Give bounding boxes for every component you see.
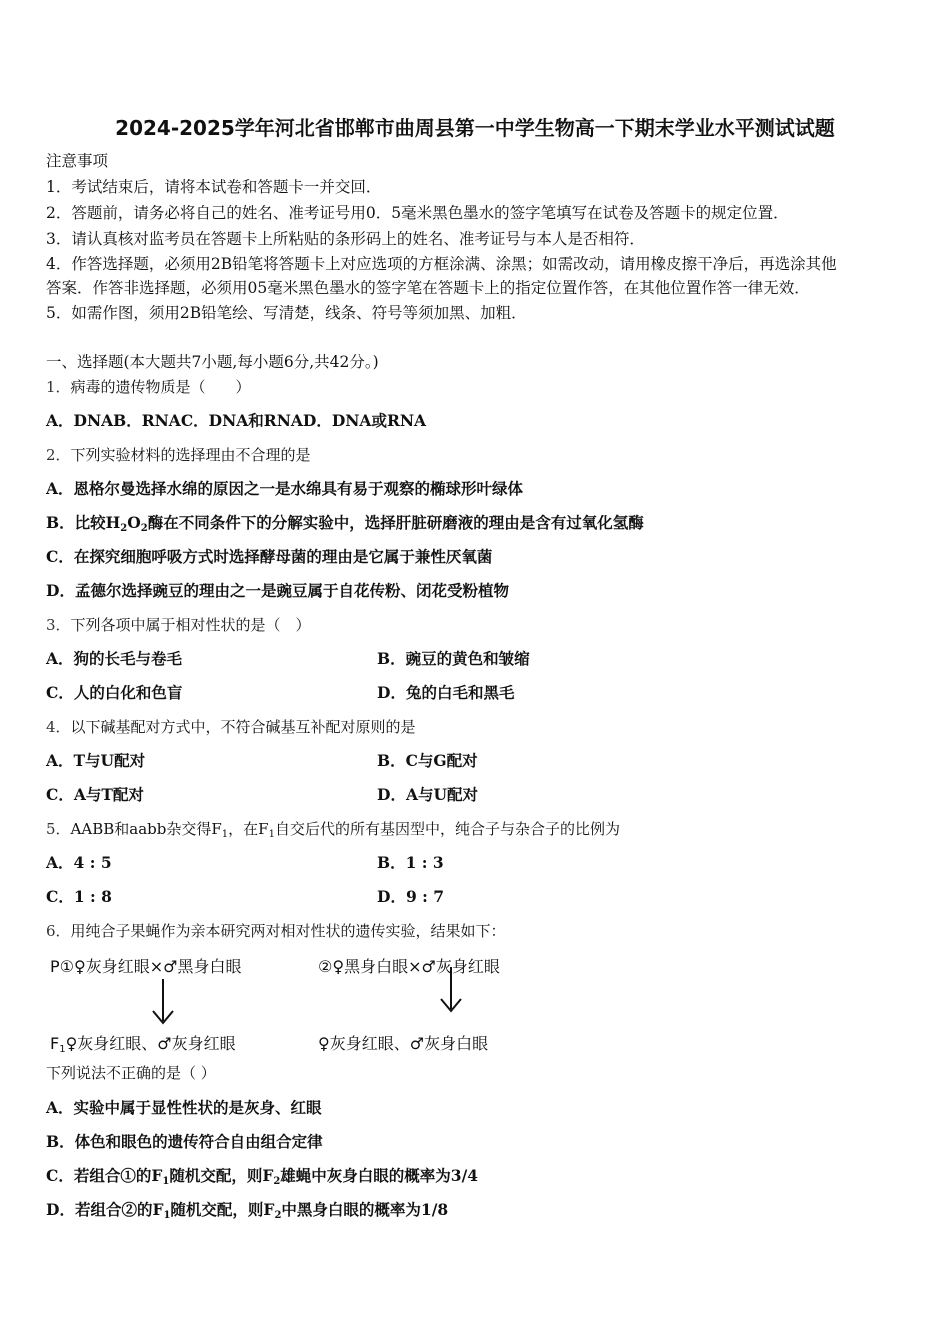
subscript: 1 <box>162 1176 170 1187</box>
option-a: A．实验中属于显性性状的是灰身、红眼 <box>46 1098 322 1117</box>
question-number: 5． <box>46 820 71 838</box>
option-c: C．在探究细胞呼吸方式时选择酵母菌的理由是它属于兼性厌氧菌 <box>46 547 493 566</box>
f1-label: F <box>50 1034 60 1053</box>
question-number: 4． <box>46 718 71 736</box>
option-a: A．恩格尔曼选择水绵的原因之一是水绵具有易于观察的椭球形叶绿体 <box>46 479 524 498</box>
question-3 <box>46 615 311 635</box>
option-d: D．9 : 7 <box>377 887 445 906</box>
question-6 <box>46 921 506 941</box>
question-number: 2． <box>46 446 71 464</box>
option-a: A．T与U配对 <box>46 751 146 770</box>
option-text: C．若组合①的F <box>46 1166 163 1185</box>
option-c: C．1 : 8 <box>46 887 112 906</box>
notice-item: 4．作答选择题，必须用2B铅笔将答题卡上对应选项的方框涂满、涂黑；如需改动，请用橡皮擦干净后，再选涂其他 <box>46 255 837 273</box>
section-heading: 一、选择题(本大题共7小题,每小题6分,共42分。) <box>46 353 379 371</box>
option-text: 酶在不同条件下的分解实验中，选择肝脏研磨液的理由是含有过氧化氢酶 <box>147 513 644 532</box>
option-c: C．人的白化和色盲 <box>46 683 183 702</box>
down-arrow-icon <box>150 977 176 1027</box>
question-1 <box>46 377 251 397</box>
question-stem: 以下碱基配对方式中，不符合碱基互补配对原则的是 <box>70 718 416 736</box>
cross-1-parents: P①♀灰身红眼×♂黑身白眼 <box>50 957 242 976</box>
question-stem: 自交后代的所有基因型中，纯合子与杂合子的比例为 <box>274 820 620 838</box>
option-d: D．孟德尔选择豌豆的理由之一是豌豆属于自花传粉、闭花受粉植物 <box>46 581 509 600</box>
subscript: 1 <box>221 829 229 840</box>
notice-item: 3．请认真核对监考员在答题卡上所粘贴的条形码上的姓名、准考证号与本人是否相符． <box>46 230 645 248</box>
option-b <box>46 513 644 539</box>
page-title: 2024-2025学年河北省邯郸市曲周县第一中学生物高一下期末学业水平测试试题 <box>115 116 835 140</box>
option-text: O <box>127 513 141 532</box>
option-text: D．若组合②的F <box>46 1200 164 1219</box>
option-d: D．兔的白毛和黑毛 <box>377 683 515 702</box>
question-6-prompt: 下列说法不正确的是（ ） <box>46 1064 216 1082</box>
notice-item: 5．如需作图，须用2B铅笔绘、写清楚，线条、符号等须加黑、加粗． <box>46 304 527 322</box>
option-c: C．A与T配对 <box>46 785 144 804</box>
notice-item: 1．考试结束后，请将本试卷和答题卡一并交回． <box>46 178 382 196</box>
option-b: B．体色和眼色的遗传符合自由组合定律 <box>46 1132 323 1151</box>
cross-2-offspring: ♀灰身红眼、♂灰身白眼 <box>318 1034 489 1053</box>
option-text: 中黑身白眼的概率为1/8 <box>281 1200 449 1219</box>
subscript: 1 <box>163 1210 171 1221</box>
question-number: 3． <box>46 616 71 634</box>
subscript: 2 <box>273 1176 281 1187</box>
option-text: 雄蝇中灰身白眼的概率为3/4 <box>280 1166 479 1185</box>
option-c <box>46 1166 478 1192</box>
option-text: 随机交配，则F <box>169 1166 274 1185</box>
subscript: 1 <box>268 829 275 840</box>
notice-item: 答案．作答非选择题，必须用05毫米黑色墨水的签字笔在答题卡上的指定位置作答，在其他位置作答一律无效． <box>46 279 810 297</box>
question-stem: 下列各项中属于相对性状的是（ ） <box>70 616 311 634</box>
cross-2-parents: ②♀黑身白眼×♂灰身红眼 <box>318 957 500 976</box>
subscript: 2 <box>274 1210 282 1221</box>
option-d: D．A与U配对 <box>377 785 478 804</box>
question-number: 6． <box>46 922 71 940</box>
question-2 <box>46 445 311 465</box>
cross-1-offspring <box>50 1031 236 1055</box>
question-stem: AABB和aabb杂交得F <box>70 820 222 838</box>
option-a: A．4 : 5 <box>46 853 112 872</box>
subscript: 1 <box>59 1044 66 1055</box>
question-stem: 下列实验材料的选择理由不合理的是 <box>70 446 311 464</box>
down-arrow-icon <box>438 965 464 1015</box>
subscript: 2 <box>140 523 148 534</box>
question-stem: 用纯合子果蝇作为亲本研究两对相对性状的遗传实验，结果如下： <box>70 922 506 940</box>
question-stem: 病毒的遗传物质是（ ） <box>70 378 251 396</box>
option-b: B．1 : 3 <box>377 853 444 872</box>
question-5 <box>46 819 620 845</box>
question-4 <box>46 717 416 737</box>
option-a: A．狗的长毛与卷毛 <box>46 649 183 668</box>
option-b: B．C与G配对 <box>377 751 478 770</box>
option-text: B．比较H <box>46 513 121 532</box>
option-b: B．豌豆的黄色和皱缩 <box>377 649 530 668</box>
option-d <box>46 1200 448 1226</box>
question-number: 1． <box>46 378 71 396</box>
option-text: 随机交配，则F <box>170 1200 275 1219</box>
notice-heading: 注意事项 <box>46 152 109 170</box>
subscript: 2 <box>120 523 128 534</box>
question-1-options: A．DNAB．RNAC．DNA和RNAD．DNA或RNA <box>46 411 427 430</box>
offspring-text: ♀灰身红眼、♂灰身红眼 <box>65 1034 236 1053</box>
notice-item: 2．答题前，请务必将自己的姓名、准考证号用0．5毫米黑色墨水的签字笔填写在试卷及答题卡的规定位置． <box>46 204 789 222</box>
question-stem: ，在F <box>228 820 269 838</box>
